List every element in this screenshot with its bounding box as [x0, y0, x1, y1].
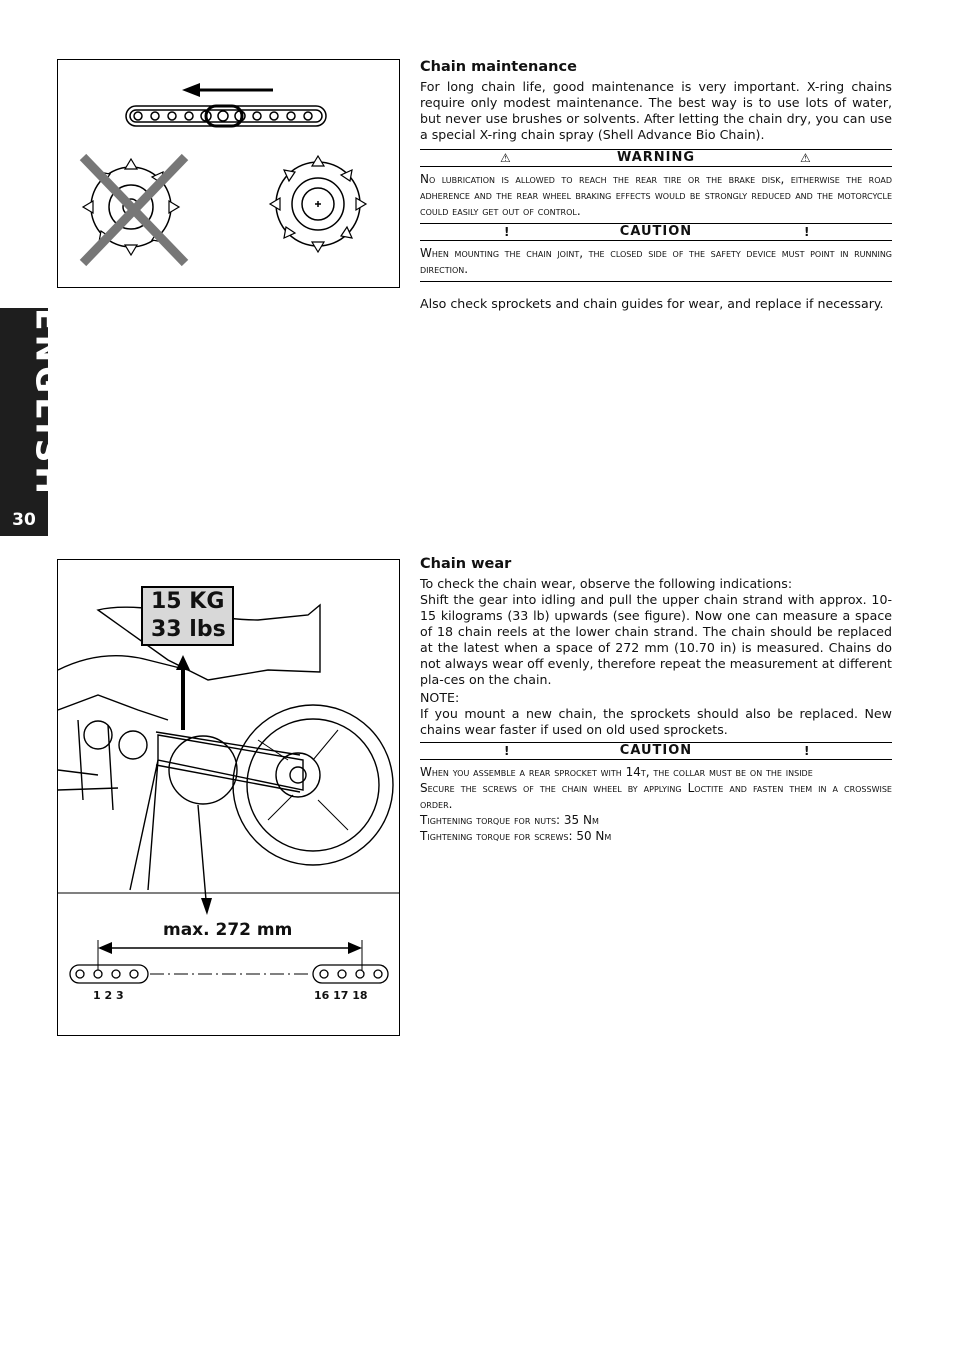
force-lbs: 33 lbs: [151, 617, 226, 642]
warning-label: WARNING: [616, 150, 696, 165]
warning-icon: ⚠: [500, 151, 511, 165]
chain-wear-figure: [57, 559, 400, 1036]
caution-icon: !: [504, 225, 510, 239]
caution-header: [420, 742, 892, 760]
chain-wear-paragraph: Shift the gear into idling and pull the upper chain strand with approx. 10-15 kilograms (33 lb) upwards (see figure). Now one can measure a space of 18 chain reels at the lower chain strand. The chain should be replaced at the latest when a space of 272 mm (10.70 in) is measured. Chains do not always wear off evenly, therefore repeat the measurement at different pla-ces on the chain.: [420, 592, 892, 687]
caution-line-2: Secure the screws of the chain wheel by applying Loctite and fasten them in a crosswise order.: [420, 781, 892, 811]
caution-label: CAUTION: [619, 743, 693, 758]
reel-numbers-end: 16 17 18: [314, 989, 368, 1002]
note-label: NOTE:: [420, 690, 460, 705]
check-sprockets-text: Also check sprockets and chain guides for wear, and replace if necessary.: [420, 296, 884, 311]
warning-text: No lubrication is allowed to reach the rear tire or the brake disk, eitherwise the road adherence and the rear wheel braking effects would be strongly reduced and the motorcycle could easily get out of control.: [420, 172, 892, 218]
note-text: If you mount a new chain, the sprockets should also be replaced. New chains wear faster if used on old used sprockets.: [420, 706, 892, 737]
chain-joint-figure: [57, 59, 400, 288]
chain-sprocket-illustration: [58, 60, 399, 287]
divider: [420, 277, 892, 282]
chain-maintenance-section: [420, 59, 892, 312]
warning-icon: ⚠: [800, 151, 811, 165]
warning-header: [420, 149, 892, 167]
chain-wear-section: [420, 556, 892, 844]
caution-icon: !: [804, 744, 810, 758]
caution-line-1: When you assemble a rear sprocket with 14t, the collar must be on the inside: [420, 765, 813, 779]
reel-numbers-start: 1 2 3: [93, 989, 124, 1002]
max-length-label: max. 272 mm: [163, 920, 293, 940]
caution-icon: !: [504, 744, 510, 758]
chain-maintenance-heading: Chain maintenance: [420, 59, 577, 75]
force-kg: 15 KG: [151, 589, 225, 614]
torque-nuts: Tightening torque for nuts: 35 Nm: [420, 813, 599, 827]
chain-wear-intro: To check the chain wear, observe the following indications:: [420, 576, 793, 591]
caution-text: When mounting the chain joint, the closed side of the safety device must point in running direction.: [420, 246, 892, 276]
caution-label: CAUTION: [619, 224, 693, 239]
language-tab: [0, 308, 68, 536]
torque-screws: Tightening torque for screws: 50 Nm: [420, 829, 612, 843]
caution-header: [420, 223, 892, 241]
page-number: 30: [12, 510, 36, 530]
language-label: ENGLISH: [28, 308, 68, 498]
force-label-box: [141, 586, 234, 646]
chain-wear-heading: Chain wear: [420, 556, 512, 572]
caution-icon: !: [804, 225, 810, 239]
chain-maintenance-paragraph: For long chain life, good maintenance is very important. X-ring chains require only modest maintenance. The best way is to use lots of water, but never use brushes or solvents. After letting the chain dry, you can use a special X-ring chain spray (Shell Advance Bio Chain).: [420, 79, 892, 142]
